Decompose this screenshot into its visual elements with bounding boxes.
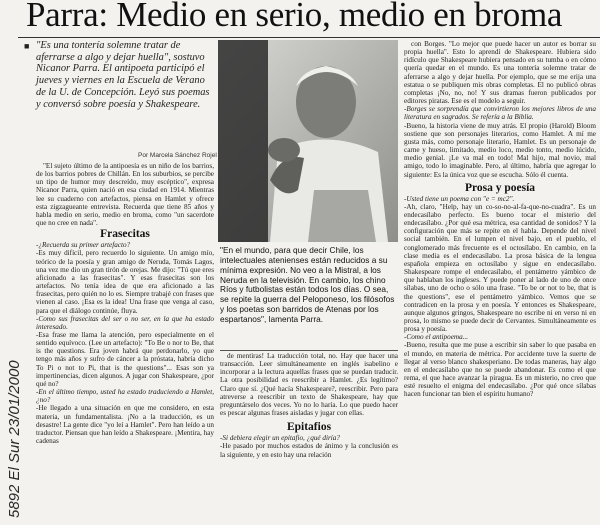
column-1 — [36, 162, 214, 525]
paragraph: de mentiras! La traducción total, no. Hay que hacer una transacción. Leer simultáneamente en inglés isabelino e incorporar a la lectura aquellas frases que se puedan traducir. La otra posibilidad es reescribir a Hamlet. ¿Es legítimo? Claro que sí. ¿Qué hacía Shakespeare?, reescribir. Pero para atreverse a reescribir un texto de Shakespeare, hay que preguntárselo dos veces. Yo no lo haría. Lo que puedo hacer es pescar algunas frases aisladas y jugar con ellas. — [220, 352, 398, 418]
question: - Borges se sorprendía que convirtieron los mejores libros de una literatura en sagrados. Se refería a la Biblia. — [404, 105, 596, 121]
paragraph: con Borges. "Lo mejor que puede hacer un autor es borrar su propia huella". Esto lo aprendí de Shakespeare. Hubiera sido ridículo que Shakespeare hubiera pensado en su tumba o en cómo quería quedar en el mundo. Es una tontería solemne tratar de aferrarse a algo y dejar huella. Por ejemplo, que se me erija una estatua o se publiquen mis obras completas. El no publicó obras completas ¡No, no, no! Y sus dramas fueron publicados por editores piratas. Ese es el modelo a seguir. — [404, 40, 596, 106]
question: - Como el antipoema... — [404, 333, 596, 341]
answer: - Bueno, resulta que me puse a escribir sin saber lo que pasaba en el mundo, en materia de métrica. Por accidente tuve la suerte de llegar al verso blanco shakesperiano. De todas maneras, hay algo en el endecasílabo que no se puede abandonar. Es como el que rema, el que hace avanzar la piragua. Es un misterio, no creo que esté resuelto el enigma del endecasílabo. ¿Por qué once sílabas hacen funcionar tan bien el espíritu humano? — [404, 341, 596, 398]
answer: - Ah, claro, "Help, hay un co-so-no-al-fa-que-no-cuadra". Es un endecasílabo perfecto. Es bueno tocar el misterio del endecasílabo. ¿Por qué esa métrica, esa cantidad de sonidos? Y la configuración que más se repite en el habla. Depende del nivel social también. En el lumpen el nivel bajo, en el pueblo, el conglomerado más frecuente es el octosílabo. En cambio, en la clase media es el endecasílabo. La prosa básica de la lengua española empieza en octosílabo y sigue en endecasílabo. Shakespeare rompe el endecasílabo, el pentámetro yámbico de que hablaban los ingleses. Y puede poner al lado de uno de once sílabas, uno de ocho o sólo una frase. "To be or not to be, that is the questions", ese el pentámetro yámbico. Vemos que se contradicen en la prosa y en poesía. Y entonces es Shakespeare, aunque algunos gringos, Shakespeare no escribe ni en verso ni en prosa, lo mismo se puede decir de Cervantes. Simultáneamente es prosa y poesía. — [404, 203, 596, 334]
answer: - Es muy difícil, pero recuerdo lo siguiente. Un amigo mío, teórico de la poesía y gran amigo de Neruda, Tomás Lagos, una vez me dio un gran tirón de orejas. Me dijo: "Tú que eres aficionado a las frasecitas". Y esas frasecitas son los artefactos. No tenía idea de que era aficionado a las frasecitas, pero quién no lo es. Siempre trabajé con frases que vienen al caso. ¡Esa es la idea! Una frase que venga al caso, para que el diálogo continúe, fluya. — [36, 249, 214, 314]
subhead-epitafios: Epitafios — [286, 421, 332, 434]
deck — [24, 40, 216, 144]
bullet-icon: ■ — [24, 41, 30, 51]
byline: Por Marcela Sánchez Rojel — [138, 152, 217, 159]
question: - ¿Recuerda su primer artefacto? — [36, 241, 214, 249]
headline: Parra: Medio en serio, medio en broma — [26, 0, 563, 34]
portrait-image — [218, 40, 398, 242]
photo — [218, 40, 398, 242]
pull-quote: "En el mundo, para que decir Chile, los intelectuales atenienses están reducidos a su mínima expresión. No veo a la Mistral, a los Neruda en la televisión. En cambio, los chino Ríos y futbolistas están todos los días. O sea, se repite la guerra del Peloponeso, los filósofos y los poetas son barridos de Atenas por los espartanos", lamenta Parra. — [220, 245, 395, 324]
answer: - Esa frase me llama la atención, pero especialmente en el sentido equívoco. (Lee un artefacto): "To Be o nor to Be, that is the questions. Era joven habrá que perdonarlo, yo que tengo más años y sufro de cáncer a la próstata, habría dicho To Pi o not to Pi, that is the questions"... Esas son ya impertinencias, dicen algunos. A jugar con Shakespeare, ¿por qué no? — [36, 331, 214, 388]
subhead-frasecitas: Frasecitas — [100, 228, 150, 241]
column-2 — [220, 352, 398, 525]
intro-paragraph: "El sujeto último de la antipoesía es un niño de los barrios, de los barrios pobres de Chillán. En los suburbios, se percibe un tipo de humor muy descreído, muy escéptico", expresa Nicanor Parra, quien nació en esa ciudad en 1914. Mientras lee su cuaderno con artefactos, piensa en Hamlet y ofrece esta zigzagueante entrevista. Recuerda que tiene 85 años y habla medio en serio, medio en broma, como "un sacerdote que no cree en nada". — [36, 162, 214, 228]
answer: - He pasado por muchos estados de ánimo y la conclusión es la siguiente, y en esto hay una relación — [220, 442, 398, 458]
answer: - He llegado a una situación en que me considero, en esta materia, un fundamentalista. ¡No a la traducción, es un desastre! La gente dice "yo leí a Hamlet". Pero han leído a un traductor. Piensan que han leído a Shakespeare. ¡Mentira, hay cadenas — [36, 404, 214, 445]
deck-text: "Es una tontería solemne tratar de aferrarse a algo y dejar huella", sostuvo Nicanor Parra. El antipoeta participó el jueves y viernes en la Escuela de Verano de la U. de Concepción. Leyó sus poemas y conversó sobre poesía y Shakespeare. — [36, 40, 210, 110]
handwritten-note-text: 5892 El Sur 23/01/2000 — [6, 360, 23, 518]
answer: - Bueno, la historia viene de muy atrás. El propio (Harold) Bloom sostiene que son personajes literarios, como Hamlet. A mí me gusta más, como personaje literario, Hamlet. Es un personaje de carne y hueso, limitado, medio loco, medio tonto, medio lúcido, medio genial. ¡Le va mal en todo! Mal hijo, mal novio, mal amigo, todo lo imaginable. Pero, al último, habría que agregar lo siguiente: Es la única voz que se escucha. Sólo él cuenta. — [404, 122, 596, 179]
subhead-prosa-y-poesia: Prosa y poesía — [464, 181, 536, 194]
handwritten-note — [2, 340, 24, 525]
column-3 — [404, 40, 596, 525]
question: - Si debiera elegir un epitafio, ¿qué diría? — [220, 434, 398, 442]
pull-quote-rule — [220, 350, 398, 351]
question: - Como sus frasecitas del ser o no ser, en la que ha estado interesado. — [36, 315, 214, 331]
headline-rule — [18, 37, 600, 38]
question: - En el último tiempo, usted ha estado traduciendo a Hamlet, ¿no? — [36, 388, 214, 404]
question: - Usted tiene un poema con "e = mc2". — [404, 195, 596, 203]
